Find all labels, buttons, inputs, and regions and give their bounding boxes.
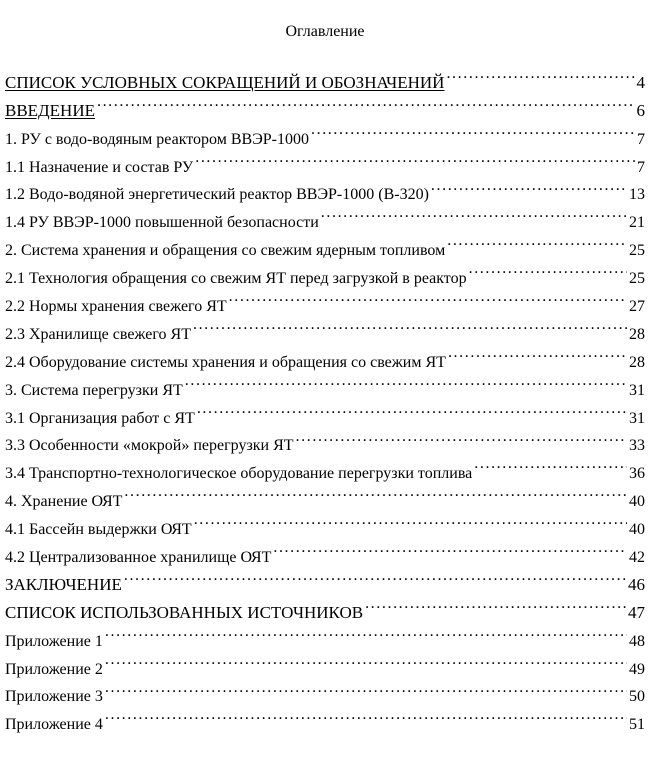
toc-page-number: 51 xyxy=(629,716,645,734)
toc-entry-text[interactable]: Приложение 3 xyxy=(5,688,103,706)
toc-dot-leader xyxy=(321,199,627,227)
toc-dot-leader xyxy=(124,478,627,506)
toc-page-number: 25 xyxy=(629,242,645,260)
toc-dot-leader xyxy=(229,283,627,311)
toc-page-number: 7 xyxy=(637,158,645,176)
toc-dot-leader xyxy=(273,534,627,562)
toc-dot-leader xyxy=(447,227,627,255)
toc-entry-text[interactable]: 1.2 Водо-водяной энергетический реактор ВВЭР-1000 (В-320) xyxy=(5,186,429,204)
toc-dot-leader xyxy=(124,562,626,590)
toc-page-number: 6 xyxy=(636,100,645,120)
toc-entry-text[interactable]: 1.1 Назначение и состав РУ xyxy=(5,158,194,176)
toc-dot-leader xyxy=(105,646,627,674)
toc-entry-text[interactable]: 3.3 Особенности «мокрой» перегрузки ЯТ xyxy=(5,437,294,455)
toc-page-number: 25 xyxy=(629,270,645,288)
toc-page-number: 50 xyxy=(629,688,645,706)
toc-dot-leader xyxy=(197,395,627,423)
toc-entry-text[interactable]: 4.1 Бассейн выдержки ОЯТ xyxy=(5,521,192,539)
toc-entry-text[interactable]: 2. Система хранения и обращения со свежим ядерным топливом xyxy=(5,242,446,260)
toc-entry-text[interactable]: 3.4 Транспортно-технологическое оборудование перегрузки топлива xyxy=(5,465,473,483)
toc-page-number: 47 xyxy=(628,602,645,622)
toc-dot-leader xyxy=(194,506,627,534)
toc-dot-leader xyxy=(448,339,627,367)
toc-page-number: 46 xyxy=(628,574,645,594)
toc-dot-leader xyxy=(185,367,627,395)
toc-entry-text[interactable]: Приложение 2 xyxy=(5,660,103,678)
toc-dot-leader xyxy=(365,590,626,618)
toc-entry-text[interactable]: 4.2 Централизованное хранилище ОЯТ xyxy=(5,549,272,567)
toc-page-number: 40 xyxy=(629,521,645,539)
toc-entry-text[interactable]: 2.2 Нормы хранения свежего ЯТ xyxy=(5,298,227,316)
toc-dot-leader xyxy=(105,618,627,646)
toc-entry-text[interactable]: ЗАКЛЮЧЕНИЕ xyxy=(5,574,122,594)
toc-dot-leader xyxy=(469,255,627,283)
toc-dot-leader xyxy=(195,144,635,172)
toc-dot-leader xyxy=(296,423,627,451)
toc-dot-leader xyxy=(97,88,635,116)
toc-entry-introduction[interactable] xyxy=(5,88,645,120)
toc-page-number: 31 xyxy=(629,409,645,427)
toc-page-number: 28 xyxy=(629,353,645,371)
toc-entry-text[interactable]: СПИСОК УСЛОВНЫХ СОКРАЩЕНИЙ И ОБОЗНАЧЕНИЙ xyxy=(5,72,445,92)
toc-entry-text[interactable]: 4. Хранение ОЯТ xyxy=(5,493,123,511)
toc-page-number: 4 xyxy=(636,72,645,92)
toc-entry-text[interactable]: 3. Система перегрузки ЯТ xyxy=(5,381,183,399)
toc-page-number: 28 xyxy=(629,325,645,343)
toc-entry-text[interactable]: 2.4 Оборудование системы хранения и обращения со свежим ЯТ xyxy=(5,353,446,371)
toc-page-number: 31 xyxy=(629,381,645,399)
toc-entry-text[interactable]: 2.3 Хранилище свежего ЯТ xyxy=(5,325,191,343)
toc-dot-leader xyxy=(193,311,627,339)
toc-page-number: 48 xyxy=(629,632,645,650)
toc-page-number: 7 xyxy=(637,130,645,148)
toc-heading: Оглавление xyxy=(285,23,365,40)
toc-entry-text[interactable]: 3.1 Организация работ с ЯТ xyxy=(5,409,195,427)
toc-page-number: 36 xyxy=(629,465,645,483)
toc-dot-leader xyxy=(446,60,634,88)
toc-page-number: 33 xyxy=(629,437,645,455)
toc-entry-text[interactable]: Приложение 1 xyxy=(5,632,103,650)
toc-page-number: 42 xyxy=(629,549,645,567)
toc-dot-leader xyxy=(431,172,627,200)
toc-dot-leader xyxy=(105,701,627,729)
toc-list xyxy=(5,60,645,734)
toc-dot-leader xyxy=(311,116,635,144)
toc-page-number: 40 xyxy=(629,493,645,511)
toc-entry-text[interactable]: 1. РУ с водо-водяным реактором ВВЭР-1000 xyxy=(5,130,309,148)
toc-page-number: 13 xyxy=(629,186,645,204)
toc-page-number: 21 xyxy=(629,214,645,232)
toc-entry-text[interactable]: 1.4 РУ ВВЭР-1000 повышенной безопасности xyxy=(5,214,319,232)
toc-dot-leader xyxy=(474,450,627,478)
toc-entry-text[interactable]: Приложение 4 xyxy=(5,716,103,734)
toc-entry-text[interactable]: ВВЕДЕНИЕ xyxy=(5,100,95,120)
toc-entry-text[interactable]: 2.1 Технология обращения со свежим ЯТ перед загрузкой в реактор xyxy=(5,270,467,288)
toc-entry-section-1[interactable] xyxy=(5,116,645,148)
toc-page-number: 27 xyxy=(629,298,645,316)
toc-page-number: 49 xyxy=(629,660,645,678)
toc-entry-text[interactable]: СПИСОК ИСПОЛЬЗОВАННЫХ ИСТОЧНИКОВ xyxy=(5,602,364,622)
toc-dot-leader xyxy=(105,674,627,702)
toc-entry-abbreviations[interactable] xyxy=(5,60,645,92)
